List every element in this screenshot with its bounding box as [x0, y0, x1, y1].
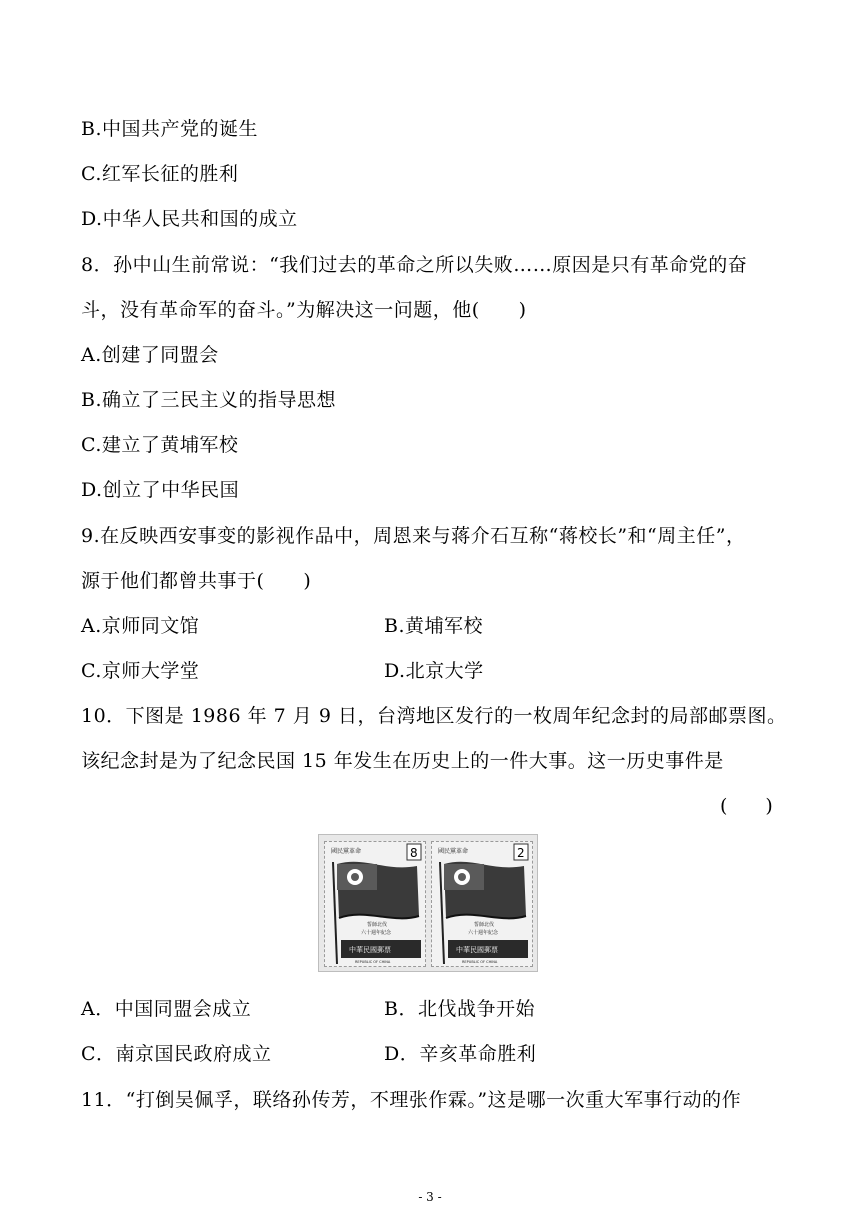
- q10-option-d: D．辛亥革命胜利: [384, 1043, 537, 1065]
- stamp-value-left: 8: [410, 846, 418, 860]
- stamp-bottom-text: 中華民國郵票: [456, 946, 498, 954]
- q7-option-c: C.红军长征的胜利: [81, 163, 239, 185]
- stamp-right: [431, 841, 533, 967]
- stamp-top-text: 國民黨革命: [331, 848, 362, 855]
- flag-icon: [432, 842, 532, 966]
- q11-stem-line1: 11．“打倒吴佩孚，联络孙传芳，不理张作霖。”这是哪一次重大军事行动的作: [81, 1089, 742, 1111]
- stamp-center-text-2: 六十週年紀念: [468, 930, 499, 936]
- stamp-bottom-text: 中華民國郵票: [349, 946, 391, 954]
- q10-option-c: C．南京国民政府成立: [81, 1043, 272, 1065]
- stamp-image: [318, 834, 538, 972]
- stamp-center-text-1: 誓師北伐: [474, 922, 495, 928]
- q10-stem-line2: 该纪念封是为了纪念民国 15 年发生在历史上的一件大事。这一历史事件是: [81, 750, 724, 772]
- q10-option-a: A．中国同盟会成立: [81, 998, 252, 1020]
- page-number: - 3 -: [418, 1190, 442, 1204]
- q9-option-d: D.北京大学: [384, 660, 484, 682]
- stamp-left: [324, 841, 426, 967]
- q10-answer-blank: ( ): [720, 795, 773, 817]
- q8-option-d: D.创立了中华民国: [81, 479, 240, 501]
- stamp-value-right: 2: [517, 846, 525, 860]
- q8-stem-line2: 斗，没有革命军的奋斗。”为解决这一问题，他( ): [81, 299, 527, 321]
- q7-option-b: B.中国共产党的诞生: [81, 118, 259, 140]
- q9-option-b: B.黄埔军校: [384, 615, 484, 637]
- stamp-bottom-small: REPUBLIC OF CHINA: [462, 960, 498, 964]
- q10-stem-line1: 10．下图是 1986 年 7 月 9 日，台湾地区发行的一枚周年纪念封的局部邮票图。: [81, 705, 787, 727]
- stamp-center-text-1: 誓師北伐: [367, 922, 388, 928]
- stamp-bottom-small: REPUBLIC OF CHINA: [355, 960, 391, 964]
- q8-option-c: C.建立了黄埔军校: [81, 434, 239, 456]
- q8-option-b: B.确立了三民主义的指导思想: [81, 389, 337, 411]
- q9-stem-line1: 9.在反映西安事变的影视作品中，周恩来与蒋介石互称“蒋校长”和“周主任”，: [81, 525, 746, 547]
- q10-option-b: B．北伐战争开始: [384, 998, 535, 1020]
- q9-option-c: C.京师大学堂: [81, 660, 200, 682]
- stamp-center-text-2: 六十週年紀念: [361, 930, 392, 936]
- stamp-top-text: 國民黨革命: [438, 848, 469, 855]
- q8-option-a: A.创建了同盟会: [81, 344, 219, 366]
- q9-stem-line2: 源于他们都曾共事于( ): [81, 570, 312, 592]
- q9-option-a: A.京师同文馆: [81, 615, 200, 637]
- flag-icon: [325, 842, 425, 966]
- q8-stem-line1: 8．孙中山生前常说：“我们过去的革命之所以失败……原因是只有革命党的奋: [81, 254, 748, 276]
- q7-option-d: D.中华人民共和国的成立: [81, 208, 298, 230]
